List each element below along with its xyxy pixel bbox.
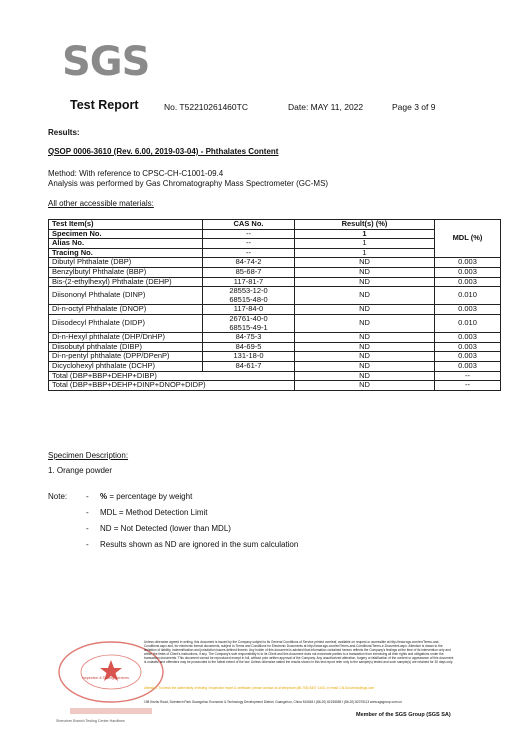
specimen-label: Specimen No. xyxy=(49,229,203,239)
total-result: ND xyxy=(295,381,435,391)
table-header-row xyxy=(49,220,501,230)
note-bullet: - xyxy=(86,540,89,549)
results-label: Results: xyxy=(48,128,80,137)
report-date: Date: MAY 11, 2022 xyxy=(288,102,364,112)
test-item: Dicyclohexyl phthalate (DCHP) xyxy=(49,361,203,371)
test-item: Diisobutyl phthalate (DIBP) xyxy=(49,342,203,352)
cas-cell xyxy=(203,314,295,332)
cas-number: 84-61-7 xyxy=(235,360,262,370)
result-cell: ND xyxy=(295,267,435,277)
specimen-cas: -- xyxy=(203,229,295,239)
total-row xyxy=(49,381,501,391)
method-line-1: Method: With reference to CPSC-CH-C1001-09.4 xyxy=(48,169,224,178)
note-bullet: - xyxy=(86,492,89,501)
total-mdl: -- xyxy=(435,381,501,391)
result-cell: ND xyxy=(295,258,435,268)
cas-number: 131-18-0 xyxy=(233,351,264,361)
footer-attention: Attention: To check the authenticity of testing / inspection report & certificate, please contact us at telephone:(86-755) 8307 1443, or email: CN.Doccheck@sgs.com xyxy=(144,686,375,690)
cas-number: 26761-40-0 xyxy=(229,313,268,323)
sgs-logo: SGS xyxy=(62,39,150,85)
page-number: Page 3 of 9 xyxy=(392,102,436,112)
cas-number: 85-68-7 xyxy=(235,266,262,276)
cas-number-alt: 68515-48-0 xyxy=(229,294,268,304)
sgs-member-text: Member of the SGS Group (SGS SA) xyxy=(356,712,451,718)
test-item: Di-n-pentyl phthalate (DPP/DPenP) xyxy=(49,352,203,362)
total-result: ND xyxy=(295,371,435,381)
method-heading: QSOP 0006-3610 (Rev. 6.00, 2019-03-04) - Phthalates Content xyxy=(48,147,279,156)
cas-number: 84-75-3 xyxy=(235,332,262,342)
header-mdl: MDL (%) xyxy=(435,220,501,258)
alias-cas: -- xyxy=(203,239,295,249)
header-cas: CAS No. xyxy=(203,220,295,230)
table-row xyxy=(49,305,501,315)
header-result: Result(s) (%) xyxy=(295,220,435,230)
result-cell: ND xyxy=(295,342,435,352)
note-item xyxy=(100,508,208,517)
specimen-row xyxy=(49,229,501,239)
note-item xyxy=(100,540,298,549)
total-item: Total (DBP+BBP+DEHP+DINP+DNOP+DIDP) xyxy=(49,381,295,391)
mdl-cell: 0.003 xyxy=(435,342,501,352)
test-item: Benzylbutyl Phthalate (BBP) xyxy=(49,267,203,277)
cas-number: 117-81-7 xyxy=(233,276,264,286)
footer-disclaimer: Unless otherwise agreed in writing, this document is issued by the Company subject to its General Conditions of Service printed overleaf, available on request or accessible at http://www.sgs.com/en/Terms-and-Conditions.aspx and, for electronic format documents, subject to Terms and Conditions for Electronic Documents at http://www.sgs.com/en/Terms-and-Conditions/Terms-e-Document.aspx. Attention is drawn to the limitation of liability, indemnification and jurisdiction issues defined therein. Any holder of this document is advised that information contained hereon reflects the Company's findings at the time of its intervention only and within the limits of Client's instructions, if any. The Company's sole responsibility is to its Client and this document does not exonerate parties to a transaction from exercising all their rights and obligations under the transaction documents. This document cannot be reproduced except in full, without prior written approval of the Company. Any unauthorized alteration, forgery or falsification of the content or appearance of this document is unlawful and offenders may be prosecuted to the fullest extent of the law. Unless otherwise stated the results shown in this test report refer only to the sample(s) tested and such sample(s) are retained for 30 days only. xyxy=(144,640,454,664)
note-key: % xyxy=(100,492,108,501)
table-row xyxy=(49,277,501,287)
cas-number: 84-69-5 xyxy=(235,341,262,351)
mdl-cell: 0.003 xyxy=(435,258,501,268)
note-item xyxy=(100,492,192,501)
result-cell: ND xyxy=(295,352,435,362)
cas-number-alt: 68515-49-1 xyxy=(229,322,268,332)
cas-cell xyxy=(203,361,295,371)
cas-cell xyxy=(203,287,295,305)
table-row xyxy=(49,314,501,332)
note-bullet: - xyxy=(86,524,89,533)
specimen-description-label: Specimen Description: xyxy=(48,451,129,460)
note-text: MDL = Method Detection Limit xyxy=(100,508,208,517)
note-item xyxy=(100,524,231,533)
mdl-cell: 0.003 xyxy=(435,352,501,362)
mdl-cell: 0.003 xyxy=(435,305,501,315)
test-item: Diisodecyl Phthalate (DIDP) xyxy=(49,314,203,332)
note-label: Note: xyxy=(48,492,68,501)
results-table xyxy=(48,219,501,391)
cas-number: 84-74-2 xyxy=(235,257,262,267)
footer-address: 198 Kezhu Road, Scientech Park Guangzhou Economic & Technology Development District, Guangzhou, China 510663 t (86-20) 82155555 f (86-20) 82075113 www.sgsgroup.com.cn xyxy=(144,700,402,704)
mdl-cell: 0.003 xyxy=(435,361,501,371)
result-cell: ND xyxy=(295,333,435,343)
mdl-cell: 0.003 xyxy=(435,277,501,287)
total-item: Total (DBP+BBP+DEHP+DIBP) xyxy=(49,371,295,381)
tracing-label: Tracing No. xyxy=(49,248,203,258)
test-item: Di-n-octyl Phthalate (DNOP) xyxy=(49,305,203,315)
result-cell: ND xyxy=(295,361,435,371)
table-row xyxy=(49,352,501,362)
tracing-cas: -- xyxy=(203,248,295,258)
method-line-2: Analysis was performed by Gas Chromatography Mass Spectrometer (GC-MS) xyxy=(48,179,329,188)
result-cell: ND xyxy=(295,305,435,315)
table-row xyxy=(49,287,501,305)
report-number: No. T52210261460TC xyxy=(164,102,248,112)
header-test-item: Test Item(s) xyxy=(49,220,203,230)
note-text: Results shown as ND are ignored in the sum calculation xyxy=(100,540,299,549)
test-item: Bis-(2-ethylhexyl) Phthalate (DEHP) xyxy=(49,277,203,287)
table-row xyxy=(49,333,501,343)
test-item: Diisononyl Phthalate (DINP) xyxy=(49,287,203,305)
alias-row xyxy=(49,239,501,249)
test-item: Dibutyl Phthalate (DBP) xyxy=(49,258,203,268)
result-cell: ND xyxy=(295,287,435,305)
specimen-value: 1 xyxy=(295,229,435,239)
note-text: = percentage by weight xyxy=(107,492,193,501)
test-item: Di-n-Hexyl phthalate (DHP/DnHP) xyxy=(49,333,203,343)
table-row xyxy=(49,267,501,277)
cas-number: 28553-12-0 xyxy=(229,286,268,296)
result-cell: ND xyxy=(295,314,435,332)
alias-value: 1 xyxy=(295,239,435,249)
note-text: ND = Not Detected (lower than MDL) xyxy=(100,524,231,533)
report-title: Test Report xyxy=(70,98,139,112)
note-bullet: - xyxy=(86,508,89,517)
total-mdl: -- xyxy=(435,371,501,381)
mdl-cell: 0.003 xyxy=(435,333,501,343)
tracing-value: 1 xyxy=(295,248,435,258)
materials-label: All other accessible materials: xyxy=(48,199,154,208)
alias-label: Alias No. xyxy=(49,239,203,249)
specimen-description-item: 1. Orange powder xyxy=(48,466,113,475)
mdl-cell: 0.010 xyxy=(435,314,501,332)
stamp-text: Inspection & Testing Services xyxy=(82,676,129,680)
result-cell: ND xyxy=(295,277,435,287)
mdl-cell: 0.010 xyxy=(435,287,501,305)
cas-number: 117-84-0 xyxy=(233,304,264,314)
mdl-cell: 0.003 xyxy=(435,267,501,277)
table-row xyxy=(49,361,501,371)
stamp-bottom-text: Shenzhen Branch Testing Center Hardlines xyxy=(56,719,125,723)
